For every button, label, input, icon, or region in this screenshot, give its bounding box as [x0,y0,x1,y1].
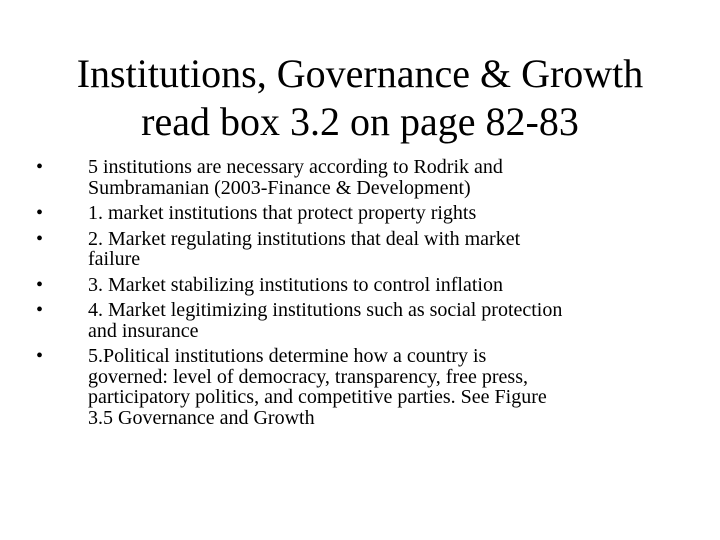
bullet-dot-icon: • [36,345,44,367]
bullet-line: 2. Market regulating institutions that deal with market [88,227,521,250]
bullet-line: 1. market institutions that protect property rights [88,202,477,224]
bullet-dot-icon: • [36,273,44,296]
bullet-item [36,203,676,224]
bullet-text [88,346,676,428]
bullet-item [36,229,676,270]
bullet-dot-icon: • [36,227,44,250]
bullet-item [36,275,676,296]
bullet-text [88,203,676,224]
bullet-text [88,229,676,270]
bullet-line: participatory politics, and competitive parties. See Figure [88,386,547,408]
slide-title-line-1: Institutions, Governance & Growth [76,51,644,96]
bullet-list [36,157,676,433]
bullet-text [88,157,676,198]
bullet-line: governed: level of democracy, transparency, free press, [88,365,528,388]
bullet-item [36,300,676,341]
bullet-dot-icon: • [36,202,44,224]
bullet-line: Sumbramanian (2003-Finance & Development) [88,176,471,199]
bullet-line: 4. Market legitimizing institutions such as social protection [88,299,563,321]
bullet-dot-icon: • [36,299,44,321]
bullet-line: and insurance [88,319,199,342]
bullet-text [88,300,676,341]
slide-title [36,50,684,146]
bullet-line: 5 institutions are necessary according to Rodrik and [88,156,503,178]
bullet-item [36,346,676,428]
slide-title-line-2: read box 3.2 on page 82-83 [141,99,579,144]
bullet-text [88,275,676,296]
bullet-line: 5.Political institutions determine how a country is [88,345,487,367]
bullet-line: failure [88,248,141,270]
bullet-item [36,157,676,198]
bullet-dot-icon: • [36,156,44,178]
bullet-line: 3.5 Governance and Growth [88,406,315,429]
bullet-line: 3. Market stabilizing institutions to control inflation [88,273,503,296]
